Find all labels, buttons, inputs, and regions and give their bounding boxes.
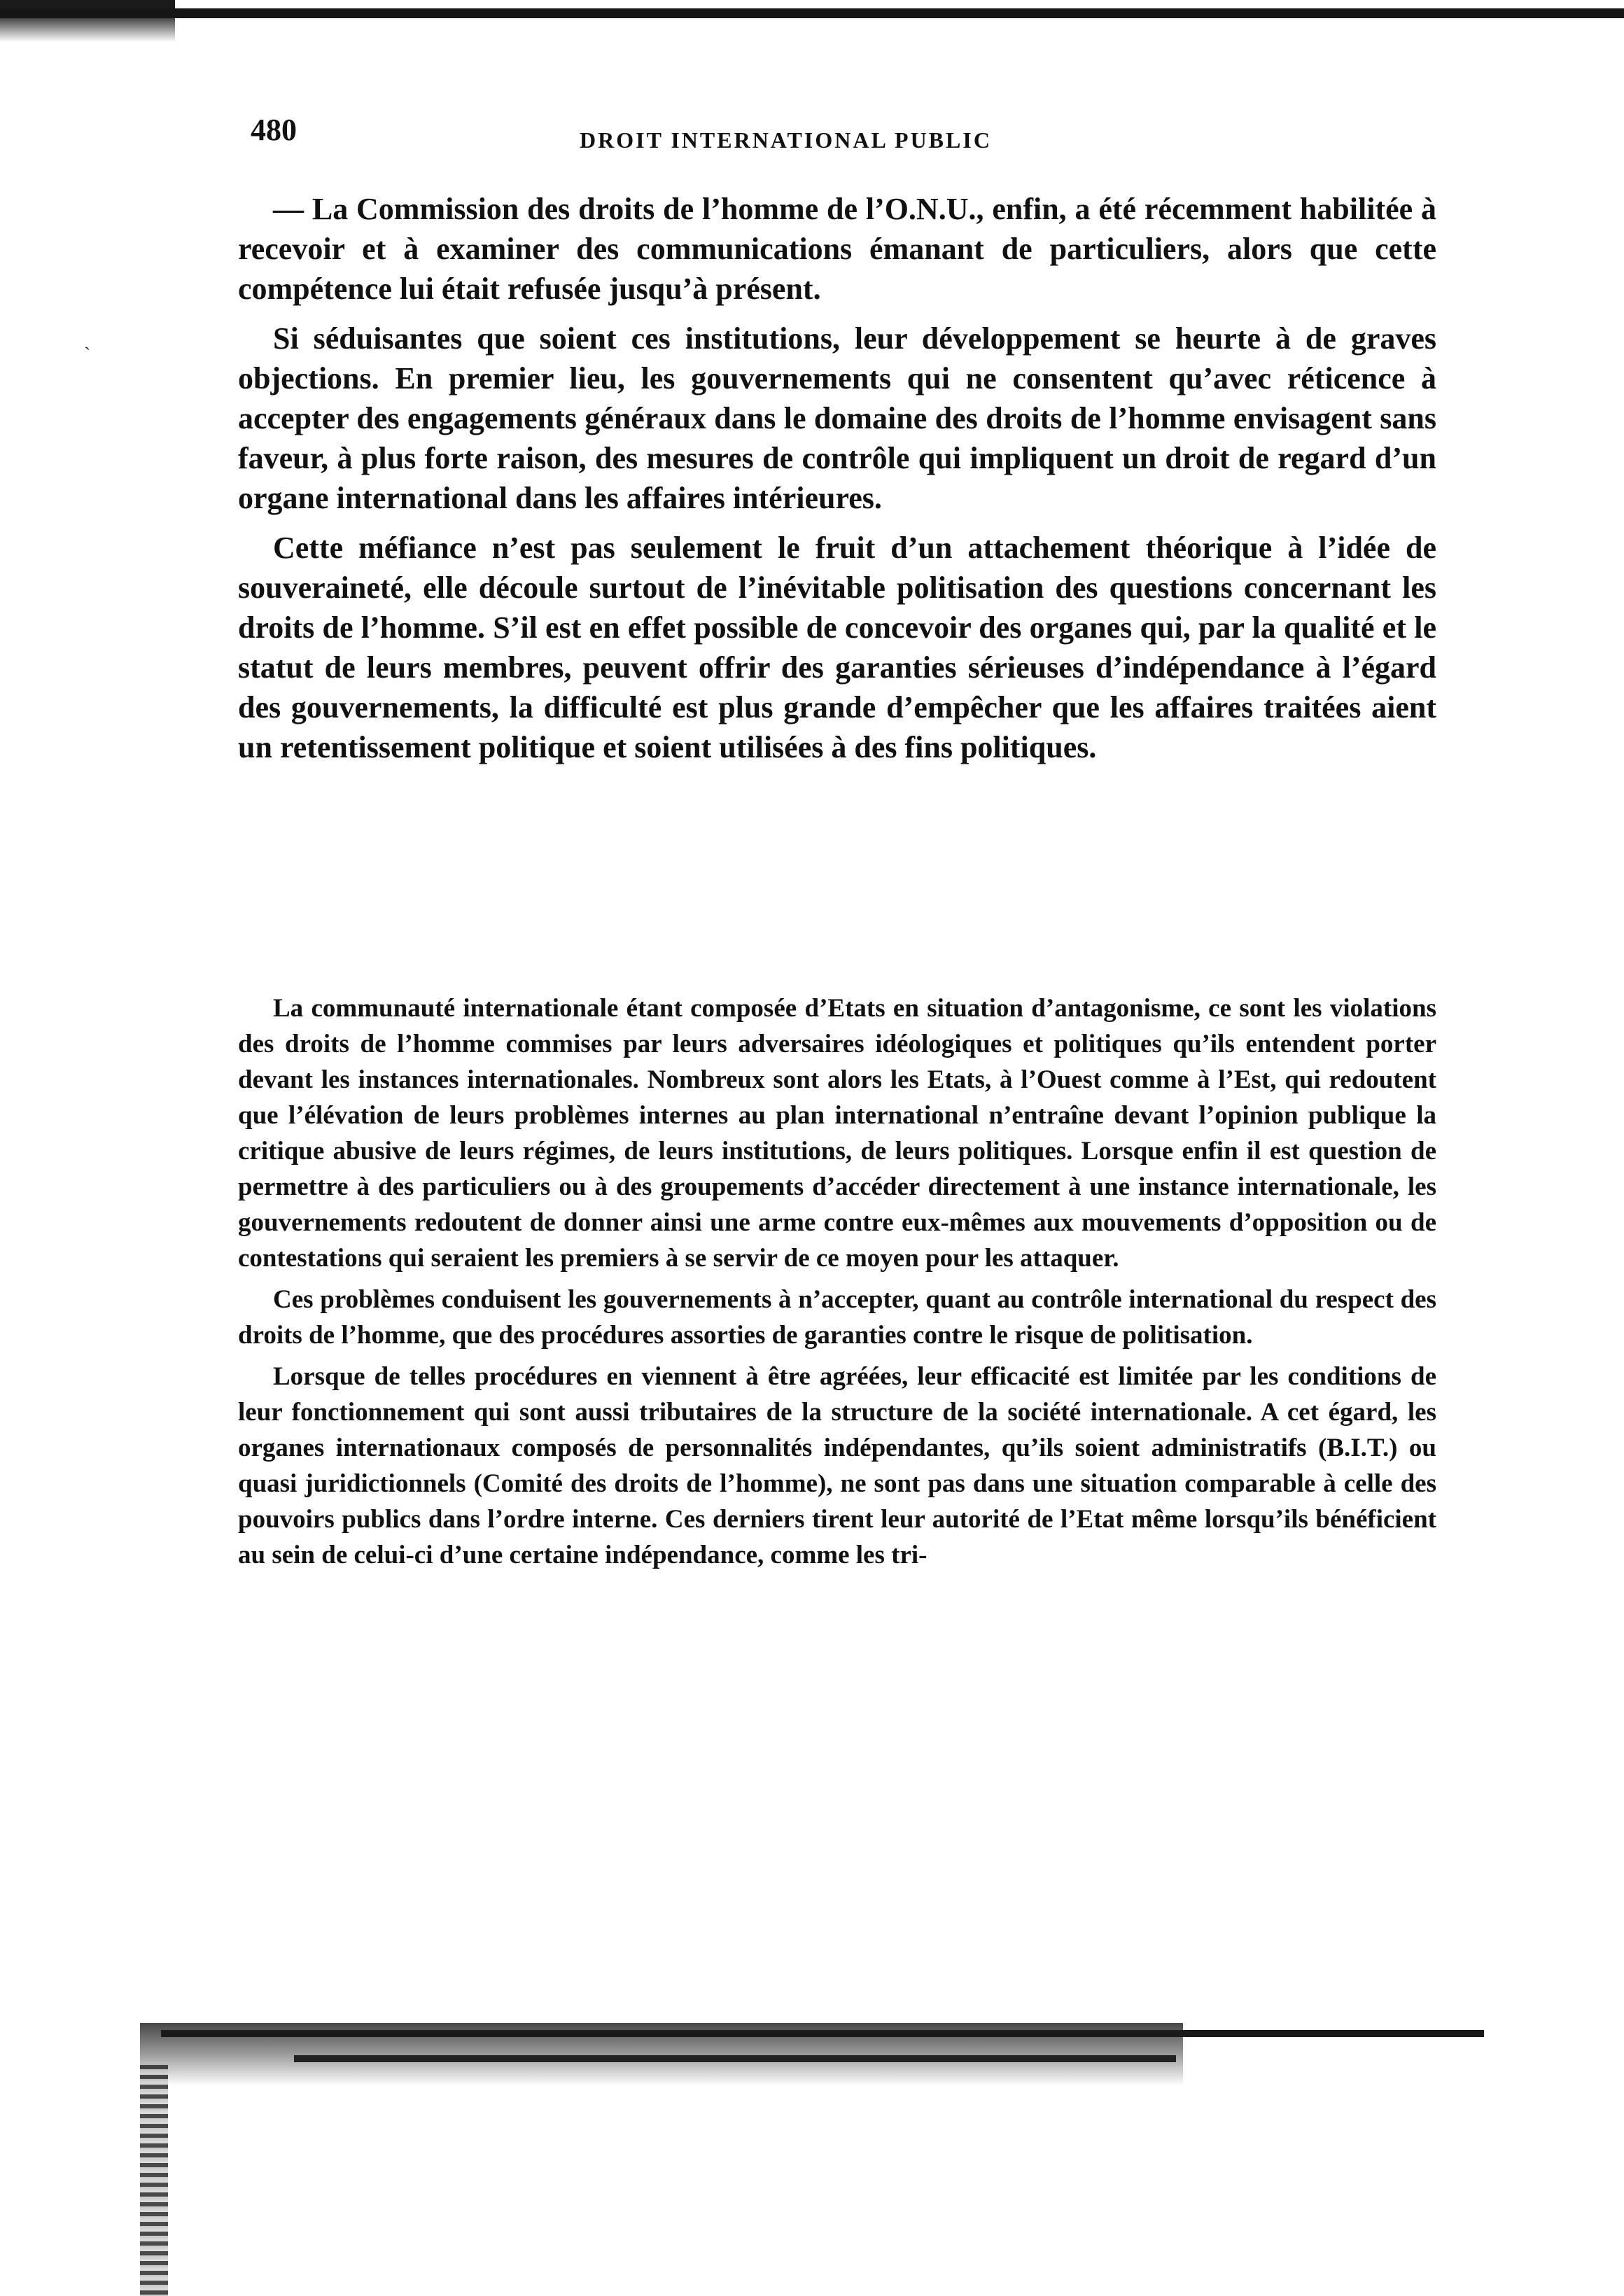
small-paragraph: La communauté internationale étant composée d’Etats en situation d’antagonisme, ce sont les violations des droits de l’homme commises par leurs adversaires idéologiques et politiques qu’ils entendent porter devant les instances internationales. Nombreux sont alors les Etats, à l’Ouest comme à l’Est, qui redoutent que l’élévation de leurs problèmes internes au plan international n’entraîne devant l’opinion publique la critique abusive de leurs régimes, de leurs institutions, de leurs politiques. Lorsque enfin il est question de permettre à des particuliers ou à des groupements d’accéder directement à une instance internationale, les gouvernements redoutent de donner ainsi une arme contre eux-mêmes aux mouvements d’opposition ou de contestations qui seraient les premiers à se servir de ce moyen pour les attaquer.: [238, 994, 1436, 1273]
paragraph: — La Commission des droits de l’homme de l’O.N.U., enfin, a été récemment habilitée à recevoir et à examiner des communications émanant de particuliers, alors que cette compétence lui était refusée jusqu’à présent.: [238, 192, 1436, 306]
small-print-text: [238, 990, 1436, 1578]
scan-shadow-top-left: [0, 0, 175, 42]
small-paragraph: Ces problèmes conduisent les gouvernements à n’accepter, quant au contrôle international du respect des droits de l’homme, que des procédures assorties de garanties contre le risque de politisation.: [238, 1285, 1436, 1350]
scan-edge-bottom: [161, 2030, 1484, 2037]
page-number: 480: [251, 113, 297, 147]
scan-speck: ˎ: [84, 329, 91, 351]
scan-edge-top: [0, 8, 1624, 18]
scan-edge-left: [140, 2065, 168, 2296]
main-text: [238, 189, 1436, 777]
paragraph: Si séduisantes que soient ces institutions, leur développement se heurte à de graves objections. En premier lieu, les gouvernements qui ne consentent qu’avec réticence à accepter des engagements généraux dans le domaine des droits de l’homme envisagent sans faveur, à plus forte raison, des mesures de contrôle qui impliquent un droit de regard d’un organe international dans les affaires intérieures.: [238, 321, 1436, 515]
running-title: DROIT INTERNATIONAL PUBLIC: [580, 127, 992, 153]
paragraph: Cette méfiance n’est pas seulement le fruit d’un attachement théorique à l’idée de souveraineté, elle découle surtout de l’inévitable politisation des questions concernant les droits de l’homme. S’il est en effet possible de concevoir des organes qui, par la qualité et le statut de leurs membres, peuvent offrir des garanties sérieuses d’indépendance à l’égard des gouvernements, la difficulté est plus grande d’empêcher que les affaires traitées aient un retentissement politique et soient utilisées à des fins politiques.: [238, 531, 1436, 764]
small-paragraph: Lorsque de telles procédures en viennent à être agréées, leur efficacité est limitée par les conditions de leur fonctionnement qui sont aussi tributaires de la structure de la société internationale. A cet égard, les organes internationaux composés de personnalités indépendantes, qu’ils soient administratifs (B.I.T.) ou quasi juridictionnels (Comité des droits de l’homme), ne sont pas dans une situation comparable à celle des pouvoirs publics dans l’ordre interne. Ces derniers tirent leur autorité de l’Etat même lorsqu’ils bénéficient au sein de celui-ci d’une certaine indépendance, comme les tri-: [238, 1362, 1436, 1569]
scan-edge-bottom-inner: [294, 2055, 1176, 2062]
